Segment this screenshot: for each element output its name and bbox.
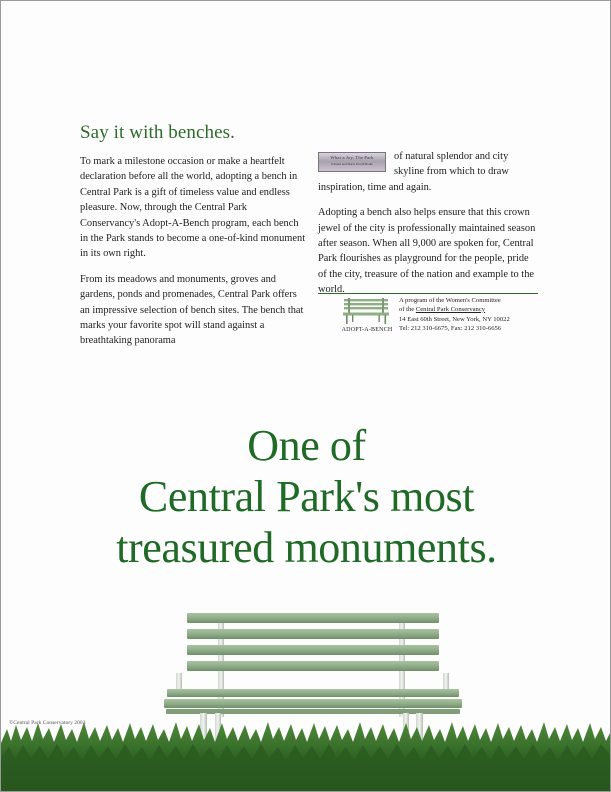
copyright-notice: ©Central Park Conservatory 2003	[9, 720, 86, 726]
tagline-line-2: Central Park's most	[138, 472, 475, 521]
plaque-names: Edward and Maria Pacelli Bodie	[331, 161, 373, 166]
tagline-line-3: treasured monuments.	[116, 523, 497, 572]
organization-name: Central Park Conservancy	[415, 305, 486, 313]
body-paragraph-1: To mark a milestone occasion or make a heartfelt declaration before all the world, adopting a bench in Central Park is a gift of timeless value and endless pleasure. Now, through the Central Park Conservancy's Adopt-A-Bench program, each bench in the Park stands to become a one-of-kind monument in its own right.	[80, 156, 306, 260]
green-divider	[318, 293, 538, 294]
tagline-line-1: One of	[247, 421, 366, 470]
phone-line: Tel: 212 310-6675, Fax: 212 310-6656	[399, 324, 502, 332]
program-line: A program of the Women's Committee	[399, 297, 501, 304]
section-heading: Say it with benches.	[80, 122, 236, 143]
left-text-column	[80, 154, 308, 359]
headline-tagline	[1, 420, 611, 573]
body-paragraph-2: From its meadows and monuments, groves and gardens, ponds and promenades, Central Park offers an impressive selection of bench sites. The bench that marks your favorite spot will stand against a breathtaking panorama	[80, 273, 304, 347]
body-paragraph-3: of natural splendor and city skyline from which to draw inspiration, time and again.	[318, 151, 509, 193]
logo-label: ADOPT-A-BENCH	[341, 327, 393, 333]
right-text-column	[318, 149, 539, 308]
body-paragraph-4: Adopting a bench also helps ensure that this crown jewel of the city is professionally maintained season after season. When all 9,000 are spoken for, Central Park flourishes as playground for the people, pride of the city, treasure of the nation and example to the world.	[318, 207, 536, 296]
organization-line: of the Central Park Conservancy	[399, 305, 486, 313]
address-line: 14 East 60th Street, New York, NY 10022	[399, 316, 510, 324]
bench-plaque-image	[318, 152, 386, 172]
bench-icon	[343, 297, 389, 325]
plaque-inscription: What a Joy, The Park	[330, 155, 374, 160]
adopt-a-bench-logo	[339, 297, 391, 337]
park-bench-photo	[1, 601, 611, 792]
contact-block	[399, 297, 544, 333]
